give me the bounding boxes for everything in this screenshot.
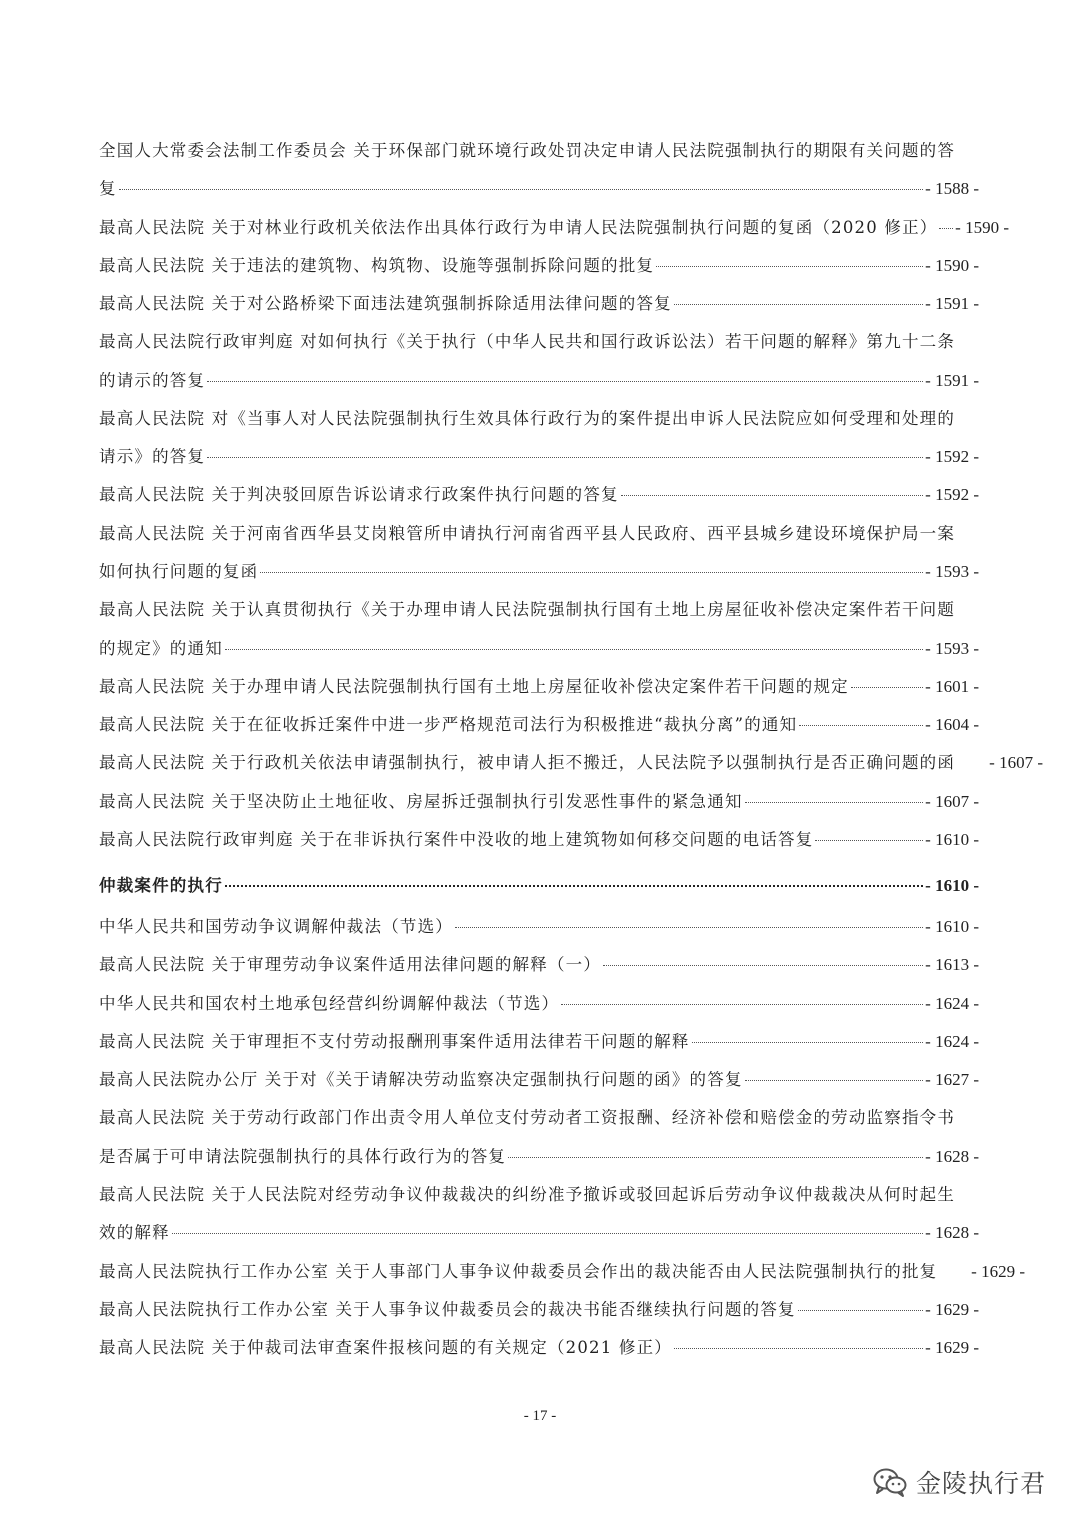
toc-entry[interactable]: 最高人民法院 关于坚决防止土地征收、房屋拆迁强制执行引发恶性事件的紧急通知 - 1607 - bbox=[99, 789, 979, 815]
toc-entry[interactable]: 最高人民法院 关于判决驳回原告诉讼请求行政案件执行问题的答复 - 1592 - bbox=[99, 482, 979, 508]
page-ref: - 1601 - bbox=[925, 677, 979, 696]
page-ref: - 1604 - bbox=[925, 715, 979, 734]
toc-entry[interactable]: 最高人民法院 关于办理申请人民法院强制执行国有土地上房屋征收补偿决定案件若干问题的规定 - 1601 - bbox=[99, 674, 979, 700]
toc-entry[interactable]: 最高人民法院 关于对公路桥梁下面违法建筑强制拆除适用法律问题的答复 - 1591 - bbox=[99, 291, 979, 317]
toc-entry[interactable]: 最高人民法院执行工作办公室 关于人事部门人事争议仲裁委员会作出的裁决能否由人民法院强制执行的批复 - 1629 - bbox=[99, 1259, 1025, 1285]
toc-entry[interactable]: 中华人民共和国劳动争议调解仲裁法（节选） - 1610 - bbox=[99, 914, 979, 940]
page-ref: - 1610 - bbox=[925, 830, 979, 849]
page-ref: - 1628 - bbox=[925, 1223, 979, 1242]
page-ref: - 1629 - bbox=[925, 1338, 979, 1357]
toc-entry[interactable]: 最高人民法院 关于行政机关依法申请强制执行，被申请人拒不搬迁，人民法院予以强制执行是否正确问题的函 - 1607 - bbox=[99, 750, 1043, 776]
toc-entry[interactable]: 最高人民法院办公厅 关于对《关于请解决劳动监察决定强制执行问题的函》的答复 - 1627 - bbox=[99, 1067, 979, 1093]
toc-entry[interactable]: 最高人民法院 关于违法的建筑物、构筑物、设施等强制拆除问题的批复 - 1590 - bbox=[99, 253, 979, 279]
watermark bbox=[872, 1462, 1046, 1502]
page-ref: - 1590 - bbox=[925, 256, 979, 275]
page-ref: - 1607 - bbox=[989, 753, 1043, 772]
toc-entry[interactable]: 最高人民法院 关于审理劳动争议案件适用法律问题的解释（一） - 1613 - bbox=[99, 952, 979, 978]
toc-line: 最高人民法院行政审判庭 对如何执行《关于执行（中华人民共和国行政诉讼法）若干问题的解释》第九十二条 bbox=[99, 332, 956, 351]
page-ref: - 1629 - bbox=[925, 1300, 979, 1319]
toc-section-heading[interactable]: 仲裁案件的执行 - 1610 - bbox=[99, 873, 979, 899]
page-ref: - 1593 - bbox=[925, 639, 979, 658]
page-ref: - 1592 - bbox=[925, 447, 979, 466]
toc-entry[interactable]: 的请示的答复 - 1591 - bbox=[99, 368, 979, 394]
toc-entry[interactable]: 最高人民法院 关于审理拒不支付劳动报酬刑事案件适用法律若干问题的解释 - 1624 - bbox=[99, 1029, 979, 1055]
page-ref: - 1624 - bbox=[925, 1032, 979, 1051]
toc-entry[interactable]: 最高人民法院行政审判庭 关于在非诉执行案件中没收的地上建筑物如何移交问题的电话答复 - 1610 - bbox=[99, 827, 979, 853]
page-ref: - 1590 - bbox=[955, 218, 1009, 237]
page-ref: - 1593 - bbox=[925, 562, 979, 581]
watermark-text: 金陵执行君 bbox=[916, 1469, 1047, 1498]
toc-entry[interactable]: 复 - 1588 - bbox=[99, 176, 979, 202]
page-ref: - 1591 - bbox=[925, 294, 979, 313]
toc-line: 最高人民法院 关于劳动行政部门作出责令用人单位支付劳动者工资报酬、经济补偿和赔偿金的劳动监察指令书 bbox=[99, 1108, 956, 1127]
toc-line: 最高人民法院 对《当事人对人民法院强制执行生效具体行政行为的案件提出申诉人民法院应如何受理和处理的 bbox=[99, 409, 956, 428]
toc-entry[interactable]: 最高人民法院 关于仲裁司法审查案件报核问题的有关规定（2021 修正） - 1629 - bbox=[99, 1335, 979, 1361]
toc-line: 最高人民法院 关于认真贯彻执行《关于办理申请人民法院强制执行国有土地上房屋征收补偿决定案件若干问题 bbox=[99, 600, 956, 619]
page-ref: - 1610 - bbox=[925, 876, 979, 895]
toc-entry[interactable]: 最高人民法院执行工作办公室 关于人事争议仲裁委员会的裁决书能否继续执行问题的答复 - 1629 - bbox=[99, 1297, 979, 1323]
page-ref: - 1588 - bbox=[925, 179, 979, 198]
page-ref: - 1628 - bbox=[925, 1147, 979, 1166]
toc-entry[interactable]: 最高人民法院 关于在征收拆迁案件中进一步严格规范司法行为积极推进“裁执分离”的通知 - 1604 - bbox=[99, 712, 979, 738]
toc-entry[interactable]: 请示》的答复 - 1592 - bbox=[99, 444, 979, 470]
page-ref: - 1613 - bbox=[925, 955, 979, 974]
page-ref: - 1610 - bbox=[925, 917, 979, 936]
page-ref: - 1627 - bbox=[925, 1070, 979, 1089]
toc-line: 最高人民法院 关于河南省西华县艾岗粮管所申请执行河南省西平县人民政府、西平县城乡建设环境保护局一案 bbox=[99, 524, 956, 543]
page-ref: - 1607 - bbox=[925, 792, 979, 811]
toc-line: 全国人大常委会法制工作委员会 关于环保部门就环境行政处罚决定申请人民法院强制执行的期限有关问题的答 bbox=[99, 141, 956, 160]
toc-entry[interactable]: 效的解释 - 1628 - bbox=[99, 1220, 979, 1246]
toc-line: 最高人民法院 关于人民法院对经劳动争议仲裁裁决的纠纷准予撤诉或驳回起诉后劳动争议仲裁裁决从何时起生 bbox=[99, 1185, 956, 1204]
toc-entry[interactable]: 的规定》的通知 - 1593 - bbox=[99, 636, 979, 662]
page-number: - 17 - bbox=[523, 1408, 557, 1424]
page-ref: - 1624 - bbox=[925, 994, 979, 1013]
page-ref: - 1592 - bbox=[925, 485, 979, 504]
toc-entry[interactable]: 是否属于可申请法院强制执行的具体行政行为的答复 - 1628 - bbox=[99, 1144, 979, 1170]
toc-entry[interactable]: 最高人民法院 关于对林业行政机关依法作出具体行政行为申请人民法院强制执行问题的复函（2020 修正） - 1590 - bbox=[99, 215, 1009, 241]
page-ref: - 1629 - bbox=[971, 1262, 1025, 1281]
toc-entry[interactable]: 如何执行问题的复函 - 1593 - bbox=[99, 559, 979, 585]
wechat-icon bbox=[872, 1466, 908, 1498]
toc-entry[interactable]: 中华人民共和国农村土地承包经营纠纷调解仲裁法（节选） - 1624 - bbox=[99, 991, 979, 1017]
page-ref: - 1591 - bbox=[925, 371, 979, 390]
